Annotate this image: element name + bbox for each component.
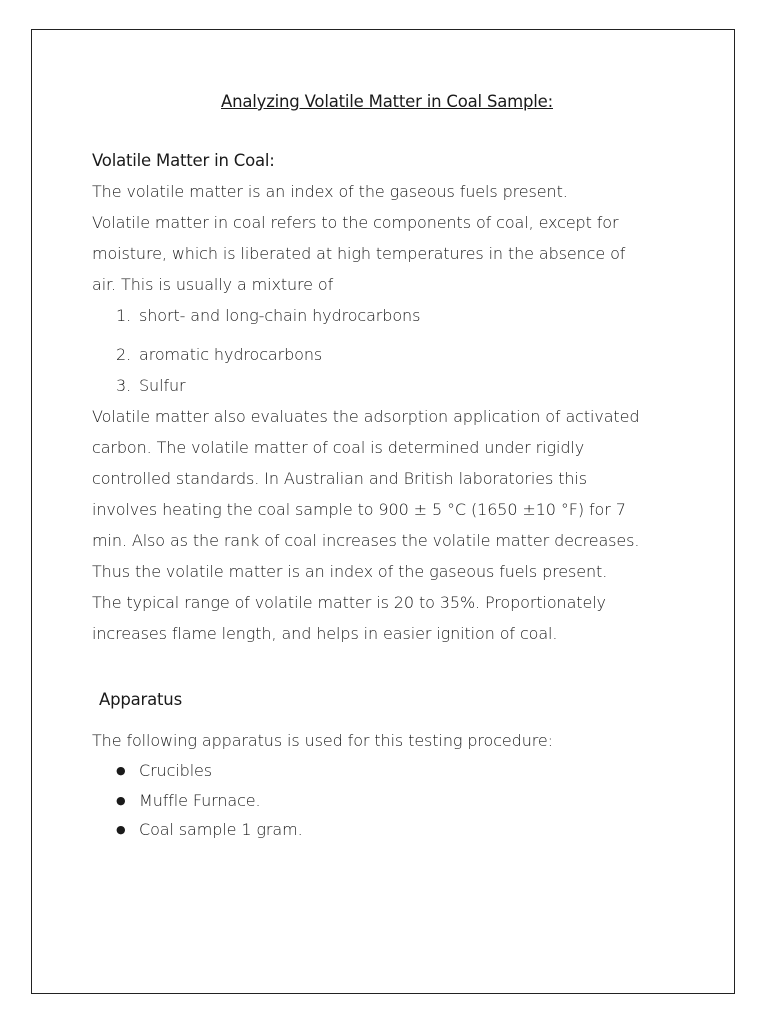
list-number: 3. bbox=[116, 376, 132, 395]
list-item-text: Coal sample 1 gram. bbox=[139, 820, 303, 839]
bullet-icon: ● bbox=[116, 823, 126, 836]
text-line: moisture, which is liberated at high temperatures in the absence of bbox=[92, 244, 626, 263]
list-item bbox=[116, 370, 682, 401]
bullet-icon: ● bbox=[116, 793, 126, 807]
list-item-text: short- and long-chain hydrocarbons bbox=[139, 306, 421, 325]
text-line: involves heating the coal sample to 900 ± 5 °C (1650 ±10 °F) for 7 bbox=[92, 500, 626, 519]
list-number: 1. bbox=[116, 306, 132, 325]
list-item bbox=[116, 786, 682, 816]
bullet-icon: ● bbox=[116, 764, 126, 777]
apparatus-intro: The following apparatus is used for this testing procedure: bbox=[92, 731, 553, 750]
list-item-text: Crucibles bbox=[139, 761, 213, 780]
list-item bbox=[116, 300, 682, 331]
list-number: 2. bbox=[116, 345, 132, 364]
numbered-list bbox=[92, 300, 682, 401]
list-item bbox=[116, 756, 682, 786]
text-line: min. Also as the rank of coal increases the volatile matter decreases. bbox=[92, 531, 640, 550]
section-spacer bbox=[92, 649, 682, 684]
text-line: air. This is usually a mixture of bbox=[92, 275, 334, 294]
list-item-text: aromatic hydrocarbons bbox=[139, 345, 323, 364]
text-line: Thus the volatile matter is an index of the gaseous fuels present. bbox=[92, 562, 608, 581]
intro-paragraph bbox=[92, 176, 682, 300]
text-line: carbon. The volatile matter of coal is determined under rigidly bbox=[92, 438, 585, 457]
text-line: increases flame length, and helps in easier ignition of coal. bbox=[92, 624, 558, 643]
section-heading-apparatus: Apparatus bbox=[99, 690, 182, 709]
document-content bbox=[92, 86, 682, 845]
list-item bbox=[116, 339, 682, 370]
list-item-text: Muffle Furnace. bbox=[139, 790, 261, 810]
text-line: The volatile matter is an index of the gaseous fuels present. bbox=[92, 182, 568, 201]
bullet-list bbox=[92, 756, 682, 845]
list-item bbox=[116, 815, 682, 845]
section-heading-volatile-matter: Volatile Matter in Coal: bbox=[92, 151, 275, 170]
text-line: The typical range of volatile matter is 20 to 35%. Proportionately bbox=[92, 593, 606, 612]
list-item-text: Sulfur bbox=[139, 376, 186, 395]
text-line: controlled standards. In Australian and British laboratories this bbox=[92, 469, 588, 488]
body-paragraph bbox=[92, 401, 682, 649]
document-title: Analyzing Volatile Matter in Coal Sample: bbox=[221, 92, 553, 111]
text-line: Volatile matter also evaluates the adsorption application of activated bbox=[92, 407, 640, 426]
text-line: Volatile matter in coal refers to the components of coal, except for bbox=[92, 213, 619, 232]
